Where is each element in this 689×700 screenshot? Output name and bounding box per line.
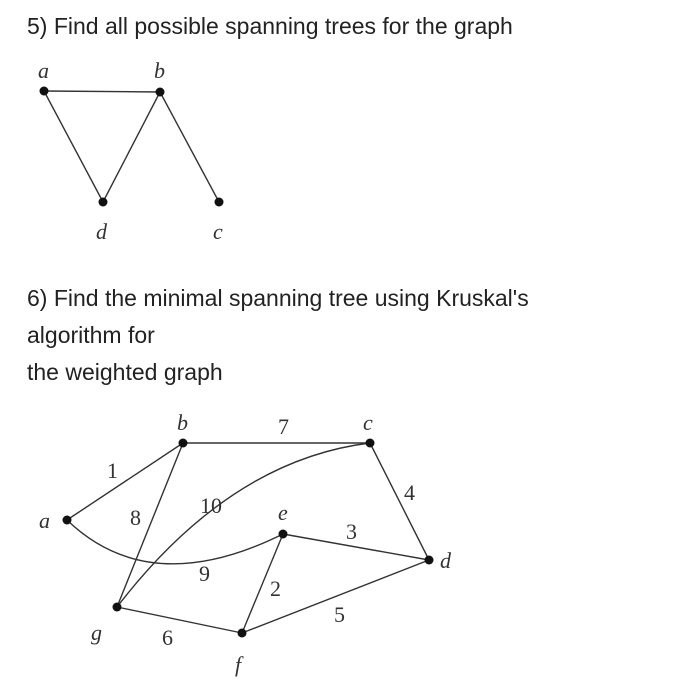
edge-a-b (67, 443, 183, 520)
vertex-label-c: c (363, 410, 373, 435)
edge-g-f (117, 607, 242, 633)
weight-label-c-d: 4 (404, 480, 415, 505)
question-6-line-2: algorithm for (27, 322, 155, 348)
vertex-a (63, 516, 72, 525)
vertex-label-d: d (440, 548, 451, 573)
question-6-line-1: 6) Find the minimal spanning tree using Kruskal's (27, 285, 529, 311)
vertex-label-b: b (154, 58, 165, 83)
vertex-label-a: a (39, 508, 50, 533)
weight-label-g-f: 6 (162, 625, 173, 650)
question-5-text: 5) Find all possible spanning trees for the graph (27, 13, 513, 39)
weight-label-b-g: 8 (130, 505, 141, 530)
question-6-line-3: the weighted graph (27, 359, 223, 385)
vertex-label-d: d (96, 219, 107, 244)
edge-b-g (117, 443, 183, 607)
vertex-label-b: b (177, 410, 188, 435)
vertex-c (366, 439, 375, 448)
vertex-d (425, 556, 434, 565)
edge-c-d (370, 443, 429, 560)
vertex-f (238, 629, 247, 638)
vertex-g (113, 603, 122, 612)
weight-label-b-c: 7 (278, 414, 289, 439)
vertex-label-g: g (91, 620, 102, 645)
vertex-label-f: f (235, 652, 242, 677)
vertex-e (279, 530, 288, 539)
vertex-label-a: a (38, 58, 49, 83)
weight-label-a-e: 9 (199, 561, 210, 586)
weight-label-e-d: 3 (346, 519, 357, 544)
vertex-b (179, 439, 188, 448)
edge-g-c (117, 443, 370, 607)
weight-label-e-f: 2 (270, 576, 281, 601)
weight-label-a-b: 1 (107, 458, 118, 483)
weight-label-g-c: 10 (200, 493, 222, 518)
vertex-label-e: e (278, 500, 288, 525)
vertex-label-c: c (213, 219, 223, 244)
weight-label-f-d: 5 (334, 602, 345, 627)
